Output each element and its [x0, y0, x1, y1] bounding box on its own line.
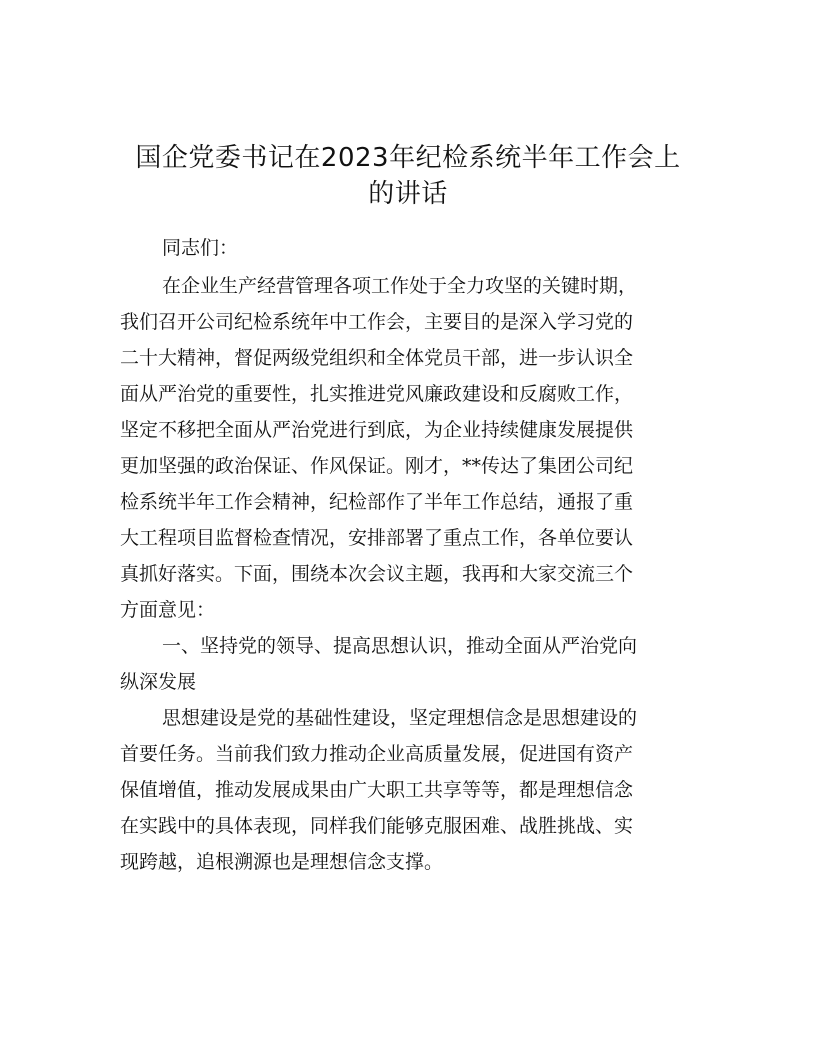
paragraph-line: 面从严治党的重要性，扎实推进党风廉政建设和反腐败工作， — [120, 383, 634, 405]
greeting-text: 同志们： — [162, 237, 239, 259]
paragraph-intro — [120, 268, 700, 628]
paragraph-line: 现跨越，追根溯源也是理想信念支撑。 — [120, 851, 444, 873]
heading-line: 一、坚持党的领导、提高思想认识，推动全面从严治党向 — [162, 635, 638, 657]
title-line: 国企党委书记在2023年纪检系统半年工作会上 — [135, 143, 681, 173]
paragraph-line: 二十大精神，督促两级党组织和全体党员干部，进一步认识全 — [120, 347, 634, 369]
title-line: 的讲话 — [368, 179, 448, 209]
paragraph-line: 在实践中的具体表现，同样我们能够克服困难、战胜挑战、实 — [120, 815, 634, 837]
paragraph-line: 保值增值，推动发展成果由广大职工共享等等，都是理想信念 — [120, 779, 634, 801]
greeting — [120, 230, 700, 266]
paragraph-line: 在企业生产经营管理各项工作处于全力攻坚的关键时期， — [162, 275, 638, 297]
paragraph-line: 思想建设是党的基础性建设，坚定理想信念是思想建设的 — [162, 707, 638, 729]
paragraph-line: 首要任务。当前我们致力推动企业高质量发展，促进国有资产 — [120, 743, 634, 765]
paragraph-line: 我们召开公司纪检系统年中工作会，主要目的是深入学习党的 — [120, 311, 634, 333]
paragraph-line: 坚定不移把全面从严治党进行到底，为企业持续健康发展提供 — [120, 419, 634, 441]
paragraph-line: 大工程项目监督检查情况，安排部署了重点工作，各单位要认 — [120, 527, 634, 549]
heading-line: 纵深发展 — [120, 671, 197, 693]
paragraph-line: 真抓好落实。下面，围绕本次会议主题，我再和大家交流三个 — [120, 563, 634, 585]
document-body — [120, 230, 700, 880]
document-title — [100, 140, 716, 212]
section-heading-1 — [120, 628, 700, 700]
paragraph-section-1 — [120, 700, 700, 880]
paragraph-line: 方面意见： — [120, 599, 216, 621]
paragraph-line: 更加坚强的政治保证、作风保证。刚才，**传达了集团公司纪 — [120, 455, 634, 477]
paragraph-line: 检系统半年工作会精神，纪检部作了半年工作总结，通报了重 — [120, 491, 634, 513]
